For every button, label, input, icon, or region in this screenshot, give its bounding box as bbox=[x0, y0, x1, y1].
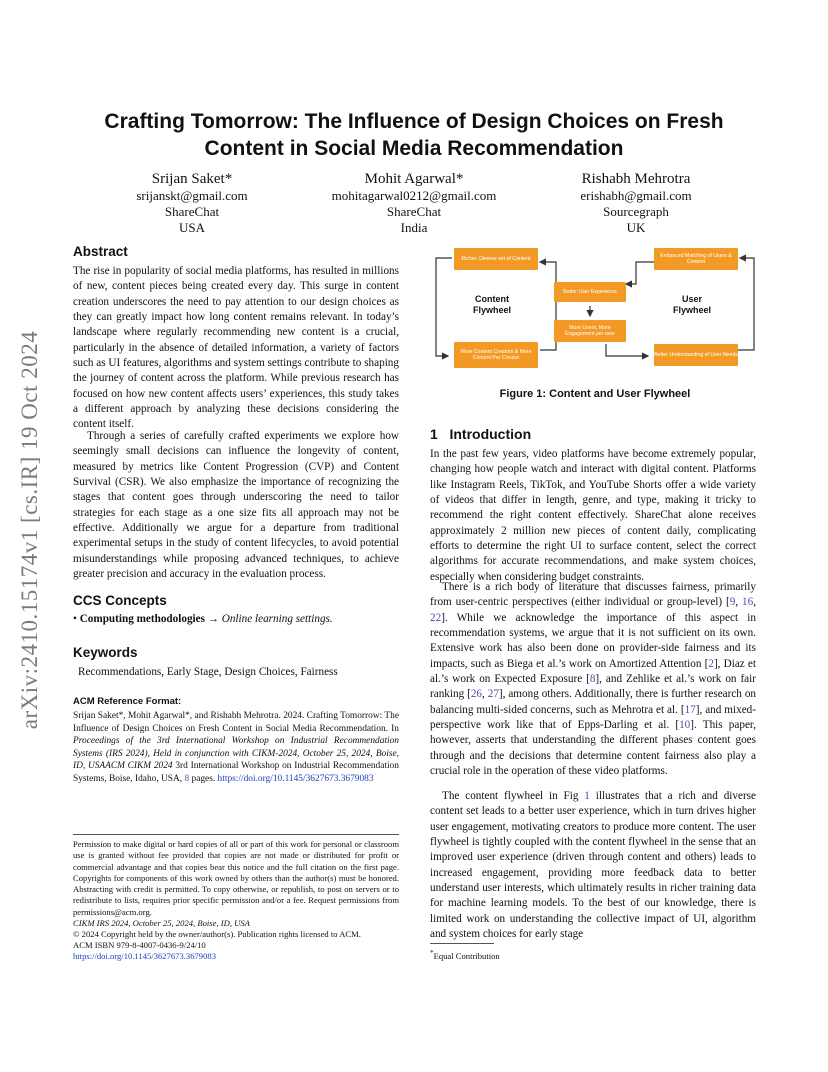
ccs-arrow: → bbox=[207, 613, 219, 625]
intro-p2-text-e: ], among others. Additionally, there is further research on balancing multi-sided concerns, such as Mehrotra et al. [ bbox=[430, 688, 757, 716]
cite-9[interactable]: 9 bbox=[729, 596, 736, 609]
intro-heading bbox=[430, 426, 531, 442]
intro-p3-text-a: The content flywheel in Fig bbox=[442, 790, 585, 802]
author-block-3 bbox=[526, 170, 746, 236]
intro-p2-text-g: ]. This paper, however, asserts that understanding the different phases content goes through and the decisions that determine content fairness also play a crucial role in the operation of these video platforms. bbox=[430, 719, 756, 778]
intro-p2-text-c: ], Diaz et al.’s work on Expected Exposure [ bbox=[430, 657, 756, 686]
footer-isbn: ACM ISBN 979-8-4007-0436-9/24/10 bbox=[73, 940, 206, 950]
acm-ref-text-a: Srijan Saket*, Mohit Agarwal*, and Rishabh Mehrotra. 2024. Crafting Tomorrow: The Influence of Design Choices on Fresh Content in Social Media Recommendation. In bbox=[73, 711, 399, 734]
intro-paragraph-1: In the past few years, video platforms have become extremely popular, changing how people watch and interact with digital content. Platforms like Instagram Reels, TikTok, and YouTube Shorts offer a wide variety of videos that differ in length, genre, and type, making it tricky to recommend the right content effectively. ShareChat alone receives approximately 2 million new pieces of content daily, complicating efforts to determine the right UI to surface content, select the correct algorithms for accurate recommendations, and make system choices, especially when considering budget constraints. bbox=[430, 448, 756, 583]
acm-ref-heading: ACM Reference Format: bbox=[73, 696, 182, 707]
content-flywheel-line-1: Content bbox=[475, 294, 509, 304]
acm-ref-pages-word: pages. bbox=[189, 773, 216, 784]
acm-ref-doi-link[interactable]: https://doi.org/10.1145/3627673.3679083 bbox=[217, 773, 374, 784]
intro-paragraph-3 bbox=[430, 789, 756, 942]
permission-notice: Permission to make digital or hard copies of all or part of this work for personal or classroom use is granted without fee provided that copies are not made or distributed for profit or commercial advantage and that copies bear this notice and the full citation on the first page. Copyrights for components of this work owned by others than the author(s) must be honored. Abstracting with credit is permitted. To copy otherwise, or republish, to post on servers or to redistribute to lists, requires prior specific permission and/or a fee. Request permissions from permissions@acm.org. bbox=[73, 839, 399, 917]
footnote bbox=[430, 948, 756, 963]
footer-rule-left bbox=[73, 834, 399, 835]
author-email: mohitagarwal0212@gmail.com bbox=[331, 188, 497, 203]
ccs-heading: CCS Concepts bbox=[73, 593, 167, 608]
figure-caption: Figure 1: Content and User Flywheel bbox=[499, 388, 691, 400]
ccs-bullet: • bbox=[73, 613, 77, 625]
user-flywheel-label bbox=[662, 294, 722, 316]
abstract-text-1: The rise in popularity of social media platforms, has resulted in millions of new, content pieces being created every day. This surge in content creation underscores the need to pay attention to our design choices as they can greatly impact how long content remains relevant. In today’s landscape where regularly recommending new content is a crucial, particularly in the absence of detailed information, a variety of factors such as UI features, algorithms and system settings contribute to shaping the journey of content across the platform. While previous research has focused on how new content affects users’ experiences, this study takes a different approach by analyzing these decisions considering the content itself. bbox=[73, 265, 399, 431]
footer-copyright: © 2024 Copyright held by the owner/author(s). Publication rights licensed to ACM. bbox=[73, 929, 361, 939]
author-block-1 bbox=[82, 170, 302, 236]
author-country: USA bbox=[178, 220, 205, 235]
title-line-2: Content in Social Media Recommendation bbox=[204, 137, 624, 160]
footer-conference: CIKM IRS 2024, October 25, 2024, Boise, ID, USA bbox=[73, 918, 250, 928]
abstract-text-2: Through a series of carefully crafted experiments we explore how seemingly small decisions can influence the longevity of content, measured by metrics like Content Progression (CVP) and Content Survival (CSR). We also emphasize the importance of recognizing the stages that content goes through underscoring the need to tailor strategies for each stage as a one size fits all approach may not be effective. Additionally we argue for a departure from traditional experimental setups in the study of content lifecycles, to avoid potential misunderstandings while proposing advanced techniques, to achieve greater precision and accuracy in the evaluation process. bbox=[73, 430, 399, 581]
author-email: srijanskt@gmail.com bbox=[136, 188, 248, 203]
box-better-user-experience: Better User Experience bbox=[554, 282, 626, 302]
footnote-mark: * bbox=[430, 949, 434, 957]
author-org: ShareChat bbox=[164, 204, 220, 219]
ccs-subterm: Online learning settings. bbox=[221, 613, 333, 625]
cite-16[interactable]: 16 bbox=[742, 596, 754, 609]
author-name: Mohit Agarwal* bbox=[364, 171, 464, 187]
box-enhanced-matching: Enhanced Matching of Users & Content bbox=[654, 248, 738, 270]
abstract-heading: Abstract bbox=[73, 244, 128, 259]
keywords-heading: Keywords bbox=[73, 645, 138, 660]
figure-ref-1[interactable]: 1 bbox=[584, 790, 590, 802]
intro-p2-text-b: ]. While we acknowledge the importance of this aspect in recommendation systems, we argue that it is not sufficient on its own. Extensive work has also been done on provider-side fairness and its impacts, such as Biega et al.’s work on Amortized Attention [ bbox=[430, 611, 756, 670]
abstract-paragraph-2 bbox=[73, 429, 399, 582]
box-richer-content: Richer, Diverse set of Content bbox=[454, 248, 538, 270]
intro-p2-text-f: ], and mixed-perspective work like that of Epps-Darling et al. [ bbox=[430, 703, 756, 732]
cite-17[interactable]: 17 bbox=[684, 703, 696, 716]
footnote-text: Equal Contribution bbox=[433, 950, 500, 961]
acm-ref-body bbox=[73, 710, 399, 786]
arxiv-identifier bbox=[10, 300, 50, 760]
intro-p3-text-b: illustrates that a rich and diverse content set leads to a better user experience, which in turn drives higher user engagement, motivating creators to produce more content. The user flywheel is tightly coupled with the content flywheel in the sense that an improved user experience (driven through content and others) leads to increased engagement, providing more feedback data to better understand user interests, which ultimately results in richer training data for machine learning models. To the best of our knowledge, there is limited work on understanding the collective impact of UI, algorithm and system choices for early stage bbox=[430, 790, 756, 941]
footer-doi-link[interactable]: https://doi.org/10.1145/3627673.3679083 bbox=[73, 951, 216, 961]
cite-8[interactable]: 8 bbox=[589, 673, 596, 686]
paper-title bbox=[70, 108, 758, 162]
intro-p2-text-d: ], and Zehlike et al.’s work on fair ranking [ bbox=[430, 673, 756, 701]
footnote-rule bbox=[430, 943, 494, 944]
acm-ref-venue: Proceedings of the 3rd International Workshop on Industrial Recommendation Systems (IRS 2024), Held in conjunction with CIKM-2024, October 25, 2024, Boise, ID, USAACM CIKM 2024 bbox=[73, 736, 399, 772]
intro-section-title: Introduction bbox=[449, 426, 532, 442]
author-org: Sourcegraph bbox=[603, 204, 669, 219]
acm-ref-text-b: 3rd International Workshop on Industrial Recommendation Systems, Boise, Idaho, USA, bbox=[73, 761, 399, 784]
user-flywheel-line-2: Flywheel bbox=[672, 305, 711, 315]
intro-paragraph-2: There is a rich body of literature that discusses fairness, primarily from user-centric perspectives (either individual or group-level) [9, 16, 22]. While we acknowledge the importance of this aspect in recommendation systems, we argue that it is not sufficient on its own. Extensive work has also been done on provider-side fairness and its impacts, such as Biega et al.’s work on Amortized Attention [2], Diaz et al.’s work on Expected Exposure [8], and Zehlike et al.’s work on fair ranking [26, 27], among others. Additionally, there is further research on balancing multi-sided concerns, such as Mehrotra et al. [17], and mixed-perspective work like that of Epps-Darling et al. [10]. This paper, however, asserts that understanding the different phases content goes through and the decisions that determine content fairness also play a crucial role in the operation of these video platforms. bbox=[430, 581, 757, 778]
flywheel-figure bbox=[430, 244, 760, 374]
cite-26[interactable]: 26 bbox=[470, 688, 482, 701]
content-flywheel-line-2: Flywheel bbox=[472, 305, 511, 315]
cite-10[interactable]: 10 bbox=[679, 719, 691, 732]
abstract-paragraph-1 bbox=[73, 264, 399, 433]
cite-2[interactable]: 2 bbox=[708, 657, 714, 670]
intro-p2-text-a: There is a rich body of literature that discusses fairness, primarily from user-centric perspectives (either individual or group-level) [ bbox=[430, 581, 756, 609]
author-org: ShareChat bbox=[386, 204, 442, 219]
author-name: Rishabh Mehrotra bbox=[581, 171, 691, 187]
ccs-term: Computing methodologies bbox=[79, 613, 205, 625]
cite-22[interactable]: 22 bbox=[430, 611, 442, 624]
author-email: erishabh@gmail.com bbox=[580, 188, 692, 203]
keywords-text: Recommendations, Early Stage, Design Choices, Fairness bbox=[78, 666, 338, 678]
intro-section-number: 1 bbox=[430, 426, 438, 442]
acm-ref-pages-link[interactable]: 8 bbox=[184, 773, 190, 784]
author-block-2 bbox=[304, 170, 524, 236]
user-flywheel-line-1: User bbox=[681, 294, 702, 304]
author-country: India bbox=[400, 220, 428, 235]
author-name: Srijan Saket* bbox=[151, 171, 233, 187]
box-more-creators: More Content Creators & More Content Per Creator bbox=[454, 342, 538, 368]
author-country: UK bbox=[626, 220, 646, 235]
box-better-understanding: Better Understanding of User Needs bbox=[654, 344, 738, 366]
box-more-users: More Users, More Engagement per user bbox=[554, 320, 626, 342]
ccs-line bbox=[73, 612, 399, 627]
title-line-1: Crafting Tomorrow: The Influence of Design Choices on Fresh bbox=[104, 110, 724, 133]
arxiv-id-text: arXiv:2410.15174v1 [cs.IR] 19 Oct 2024 bbox=[17, 330, 42, 730]
content-flywheel-label bbox=[462, 294, 522, 316]
cite-27[interactable]: 27 bbox=[487, 688, 499, 701]
